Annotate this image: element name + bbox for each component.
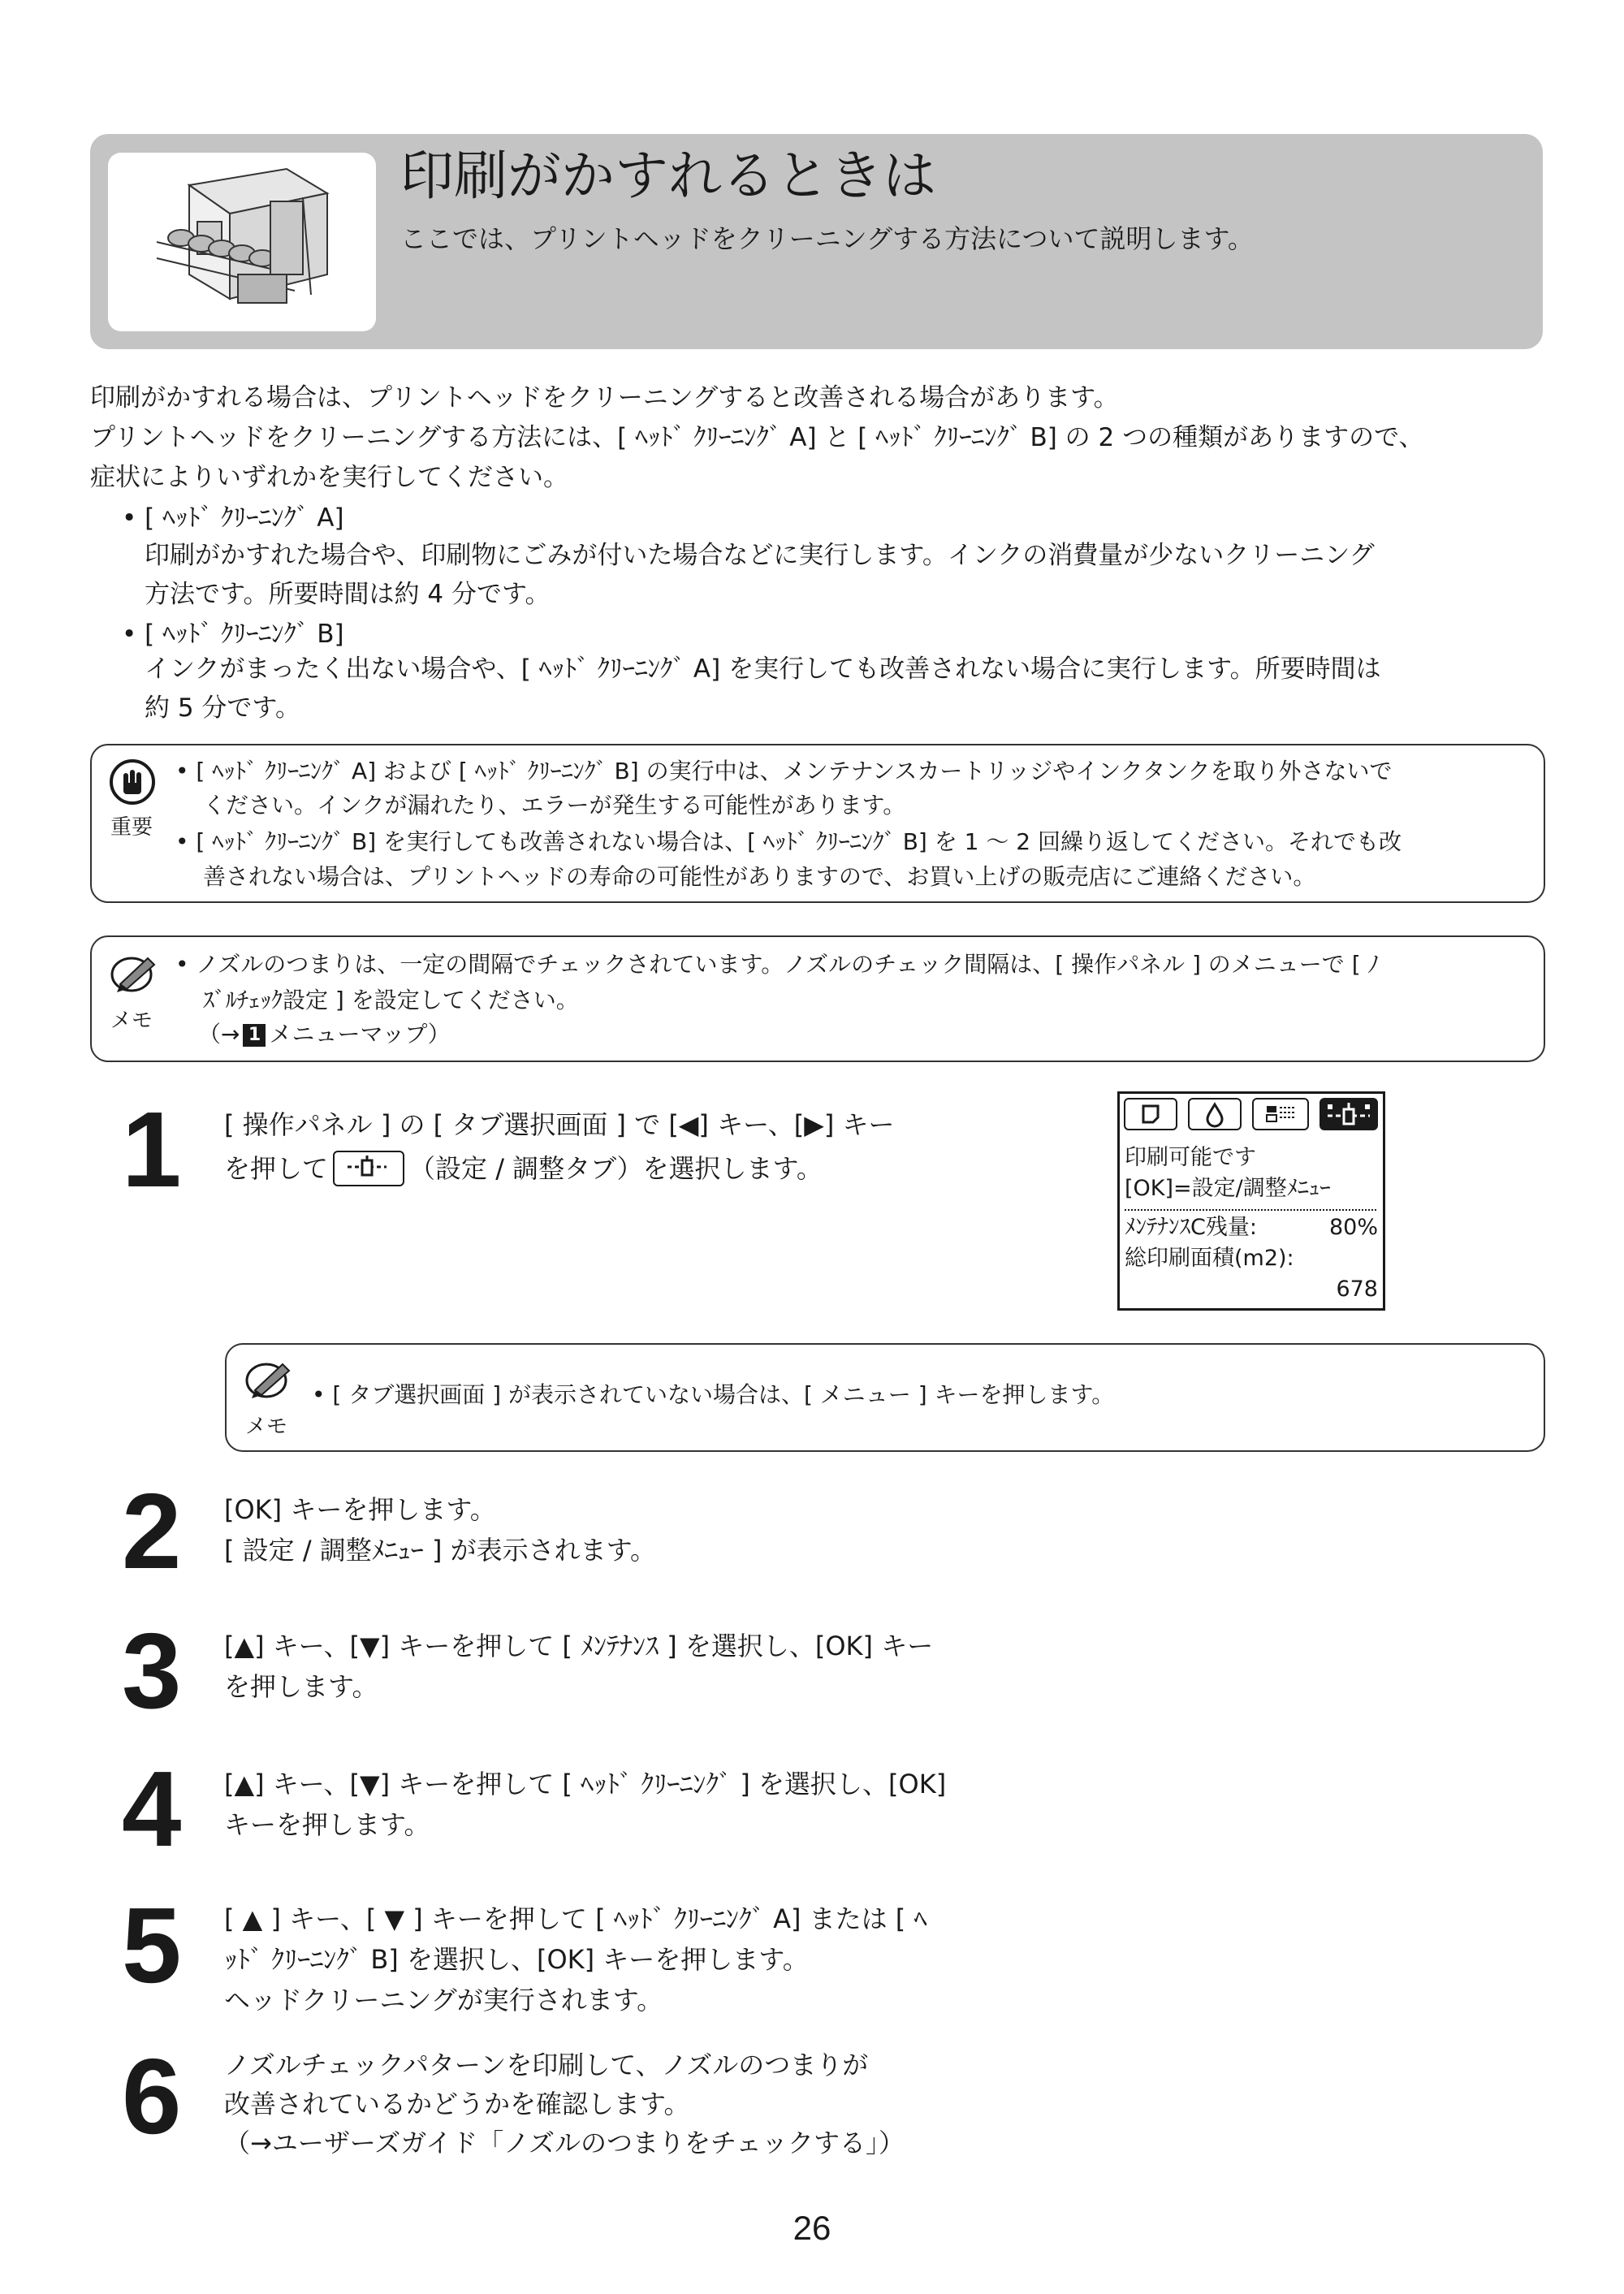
paper-icon [1125, 1099, 1176, 1129]
step-number-2: 2 [122, 1471, 182, 1591]
bullet-a-heading: • [ ﾍｯﾄﾞ ｸﾘｰﾆﾝｸﾞ A] [122, 503, 344, 533]
memo-line-1: • ノズルのつまりは、一定の間隔でチェックされています。ノズルのチェック間隔は、[ 操作パネル ] のメニューで [ ﾉ [175, 951, 1380, 978]
important-line-1: • [ ﾍｯﾄﾞ ｸﾘｰﾆﾝｸﾞ A] および [ ﾍｯﾄﾞ ｸﾘｰﾆﾝｸﾞ B] の実行中は、メンテナンスカートリッジやインクタンクを取り外さないで [175, 758, 1393, 784]
printhead-illustration [108, 153, 376, 331]
bullet-b-line-1: インクがまったく出ない場合や、[ ﾍｯﾄﾞ ｸﾘｰﾆﾝｸﾞ A] を実行しても改善されない場合に実行します。所要時間は [145, 655, 1381, 684]
bullet-b-heading: • [ ﾍｯﾄﾞ ｸﾘｰﾆﾝｸﾞ B] [122, 620, 344, 649]
chapter-badge: 1 [243, 1024, 266, 1047]
lcd-maintenance-label: ﾒﾝﾃﾅﾝｽC残量: [1125, 1215, 1257, 1240]
step-number-3: 3 [122, 1611, 182, 1730]
step-1-line-1: [ 操作パネル ] の [ タブ選択画面 ] で [◀] キー、[▶] キー [224, 1109, 895, 1140]
page-number: 26 [793, 2209, 831, 2247]
lcd-panel [1117, 1091, 1385, 1311]
lcd-print-area-label: 総印刷面積(m2): [1125, 1246, 1294, 1271]
important-label: 重要 [110, 815, 153, 840]
step-number-4: 4 [122, 1749, 182, 1868]
important-line-2: ください。インクが漏れたり、エラーが発生する可能性があります。 [203, 792, 906, 819]
step-1-line-2: を押して （設定 / 調整タブ）を選択します。 [224, 1148, 823, 1189]
pencil-icon [244, 1358, 294, 1403]
step-6-line-1: ノズルチェックパターンを印刷して、ノズルのつまりが [224, 2050, 869, 2080]
printhead-icon [108, 153, 376, 331]
lcd-maintenance-value: 80% [1328, 1215, 1378, 1240]
step-4-line-2: キーを押します。 [224, 1809, 430, 1840]
lcd-tab-ink [1188, 1098, 1242, 1130]
memo-line-2: ｽﾞﾙﾁｪｯｸ設定 ] を設定してください。 [203, 987, 579, 1013]
lcd-hint: [OK]=設定/調整ﾒﾆｭｰ [1125, 1176, 1331, 1201]
step-3-line-1: [▲] キー、[▼] キーを押して [ ﾒﾝﾃﾅﾝｽ ] を選択し、[OK] キー [224, 1631, 934, 1661]
step-6-line-2: 改善されているかどうかを確認します。 [224, 2089, 690, 2119]
lcd-tab-job [1252, 1098, 1309, 1130]
settings-tab-icon [333, 1151, 404, 1186]
pencil-icon [109, 952, 159, 997]
bullet-a-line-2: 方法です。所要時間は約 4 分です。 [145, 580, 551, 609]
step-number-6: 6 [122, 2037, 182, 2156]
page-subtitle: ここでは、プリントヘッドをクリーニングする方法について説明します。 [400, 223, 1254, 254]
menu-map-link[interactable]: メニューマップ） [269, 1021, 451, 1048]
step-5-line-1: [ ▲ ] キー、[ ▼ ] キーを押して [ ﾍｯﾄﾞ ｸﾘｰﾆﾝｸﾞ A] または [ ﾍ [224, 1903, 927, 1934]
step-number-1: 1 [122, 1090, 182, 1209]
ink-drop-icon [1190, 1099, 1240, 1129]
bullet-a-line-1: 印刷がかすれた場合や、印刷物にごみが付いた場合などに実行します。インクの消費量が少ないクリーニング [145, 541, 1375, 570]
lcd-tab-settings [1320, 1098, 1378, 1130]
lcd-print-area-value: 678 [1336, 1277, 1378, 1302]
job-list-icon [1254, 1099, 1307, 1129]
step-5-line-2: ｯﾄﾞ ｸﾘｰﾆﾝｸﾞ B] を選択し、[OK] キーを押します。 [224, 1944, 809, 1975]
step-3-line-2: を押します。 [224, 1671, 378, 1702]
intro-line-2: プリントヘッドをクリーニングする方法には、[ ﾍｯﾄﾞ ｸﾘｰﾆﾝｸﾞ A] と [ ﾍｯﾄﾞ ｸﾘｰﾆﾝｸﾞ B] の 2 つの種類がありますので、 [90, 423, 1424, 452]
step-2-line-2: [ 設定 / 調整ﾒﾆｭｰ ] が表示されます。 [224, 1535, 657, 1566]
step-number-5: 5 [122, 1886, 182, 2005]
step-6-line-3[interactable]: （→ユーザーズガイド「ノズルのつまりをチェックする」） [224, 2128, 905, 2158]
memo-ref-open: （→ [198, 1021, 240, 1048]
lcd-divider [1125, 1209, 1376, 1211]
memo-2-line-1: • [ タブ選択画面 ] が表示されていない場合は、[ メニュー ] キーを押します。 [312, 1381, 1115, 1408]
important-line-4: 善されない場合は、プリントヘッドの寿命の可能性がありますので、お買い上げの販売店にご連絡ください。 [203, 863, 1316, 890]
settings-tab-icon [1321, 1099, 1376, 1129]
hand-stop-icon [109, 758, 156, 809]
page-title: 印刷がかすれるときは [400, 145, 936, 207]
intro-line-3: 症状によりいずれかを実行してください。 [90, 463, 568, 492]
step-4-line-1: [▲] キー、[▼] キーを押して [ ﾍｯﾄﾞ ｸﾘｰﾆﾝｸﾞ ] を選択し、[OK] [224, 1769, 947, 1799]
lcd-tab-paper [1124, 1098, 1177, 1130]
memo-line-3 [198, 1017, 451, 1052]
step-2-line-1: [OK] キーを押します。 [224, 1494, 496, 1525]
bullet-b-line-2: 約 5 分です。 [145, 693, 300, 723]
intro-line-1: 印刷がかすれる場合は、プリントヘッドをクリーニングすると改善される場合があります。 [90, 383, 1119, 413]
important-line-3: • [ ﾍｯﾄﾞ ｸﾘｰﾆﾝｸﾞ B] を実行しても改善されない場合は、[ ﾍｯﾄﾞ ｸﾘｰﾆﾝｸﾞ B] を 1 ～ 2 回繰り返してください。それでも改 [175, 828, 1402, 855]
memo-label-2: メモ [245, 1415, 288, 1439]
lcd-status: 印刷可能です [1125, 1145, 1256, 1170]
step-5-line-3: ヘッドクリーニングが実行されます。 [224, 1985, 663, 2015]
memo-label: メモ [110, 1009, 153, 1033]
